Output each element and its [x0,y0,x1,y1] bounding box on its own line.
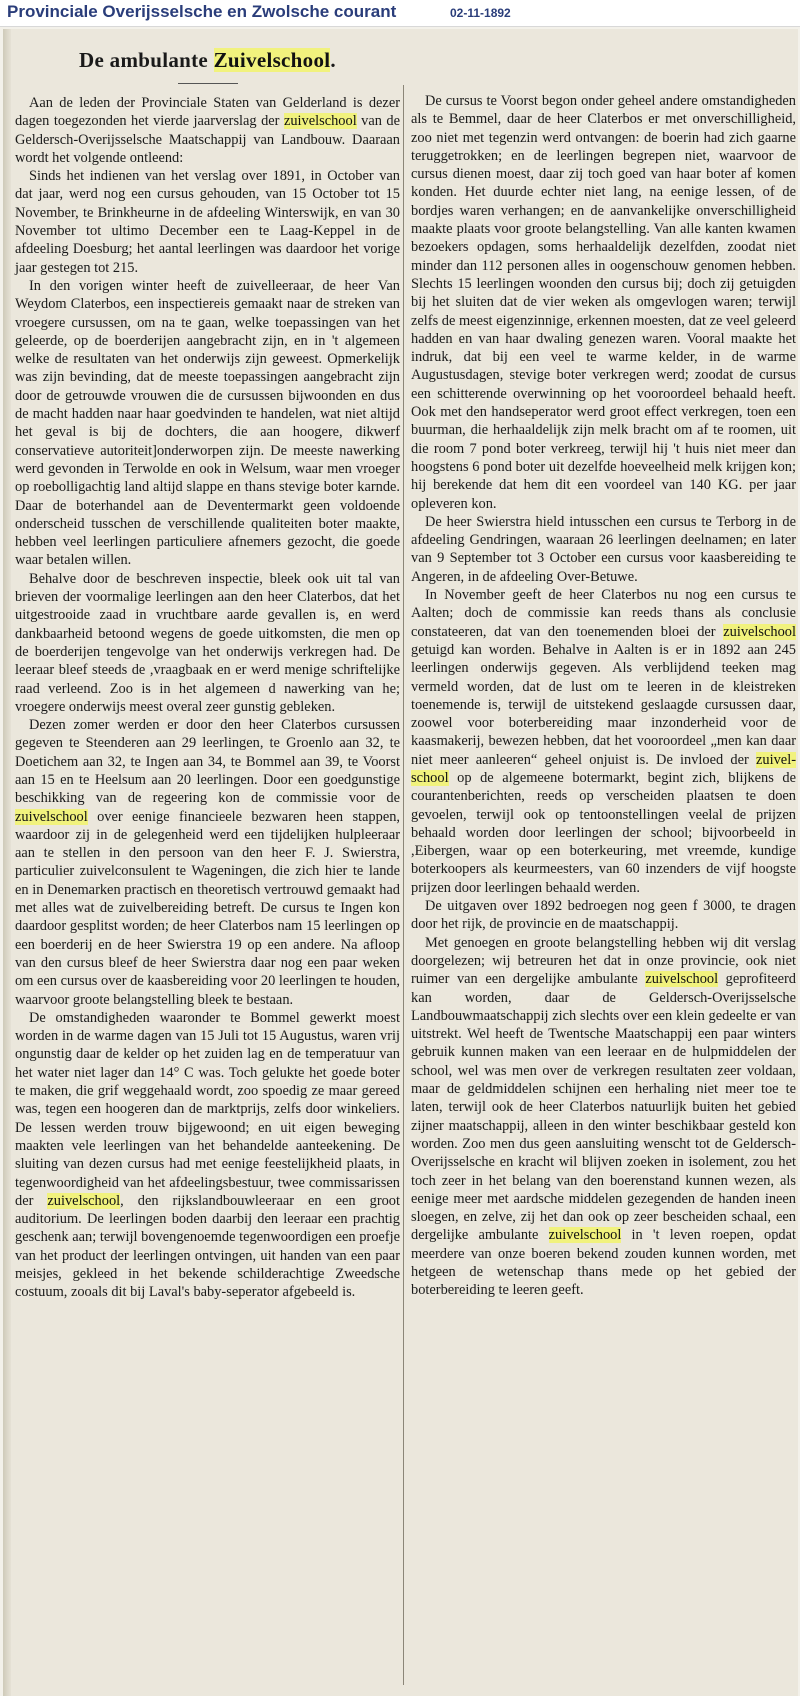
paragraph-text: geprofiteerd kan worden, daar de Geldersch-Overijsselsche Landbouwmaatschappij zich slechts over een klein gedeelte er van uitstrekt. Wel heeft de Twentsche Maatschappij een paar winters gebruik kunnen maken van een leeraar en de hulpmiddelen der school, wel was men over de verkregen resultaten zeer voldaan, maar de geldmiddelen schijnen een herhaling niet meer toe te laten, terwijl ook de heer Claterbos natuurlijk buiten het gebied zijner maatschappij, alleen in den winter beschikbaar gesteld kon worden. Zoo men dus geen aansluiting wenscht tot de Geldersch-Overijsselsche en kracht wil blijven zoeken in isolement, zou het toch zeer in het belang van den boerenstand kunnen wezen, als eenige meer met aardsche middelen gezegenden de handen ineen sloegen, en zelve, zij het dan ook op zeer bescheiden schaal, een dergelijke ambulante [411,971,796,1244]
paragraph-text: over eenige financieele bezwaren heen stappen, waardoor zij in de gelegenheid werd een tijdelijken hulpleeraar aan te stellen in den persoon van den heer F. J. Swierstra, particulier zuivelconsulent te Wageningen, die zich hier te lande en in Denemarken practisch en theoretisch vertrouwd gemaakt had met alles wat de zuivelbereiding betreft. De cursus te Ingen kon daardoor gesplitst worden; de heer Claterbos nam 15 leerlingen op een boerderij en de heer Swierstra 19 op een andere. Na afloop van den cursus bleef de heer Swierstra daar nog een paar weken om een cursus over de kaasbereiding voor 20 leerlingen te houden, waarvoor groote belangstelling bleek te bestaan. [15,808,400,1008]
title-text: De ambulante [79,48,214,72]
highlight-zuivelschool: zuivelschool [723,623,796,640]
highlight-zuivelschool: zuivelschool [15,808,88,825]
title-highlight: Zuivelschool [213,48,331,72]
article-paragraph [15,570,400,716]
publication-date: 02-11-1892 [450,6,511,20]
article-paragraph [15,1009,400,1302]
highlight-zuivelschool: zuivelschool [47,1192,121,1209]
paragraph-text: Aan de leden der Provinciale Staten van Gelderland is dezer dagen toegezonden het vierde jaarverslag der [15,95,400,130]
article-paragraph [411,934,796,1300]
title-end: . [330,48,336,72]
right-column [411,92,796,1300]
article-paragraph [411,586,796,897]
paragraph-text: , den rijkslandbouwleeraar en een groot auditorium. De leerlingen boden daarbij den leeraar een prachtig geschenk aan; terwijl bovengenoemde tegenwoordigen een proefje van het product der leerlingen ontvingen, uit handen van een paar meisjes, gekleed in het bekende schilderachtige Zweedsche costuum, zooals dit bij Laval's baby-seperator afgebeeld is. [15,1192,400,1301]
paragraph-text: Behalve door de beschreven inspectie, bleek ook uit tal van brieven der voormalige leerlingen aan den heer Claterbos, dat het uitgestrooide zaad in vruchtbare aarde gevallen is, en werd dankbaarheid betoond wegens de goede uitkomsten, die men op de boerderijen tengevolge van het onderwijs verkregen had. De leeraar bleef steeds de ,vraagbaak en er werd menige schriftelijke raad verleend. Zoo is in het algemeen d nawerking van he; vroegere onderwijs meest overal zeer gunstig gebleken. [15,570,400,715]
title-rule [178,83,238,84]
article-paragraph [15,167,400,277]
newspaper-title: Provinciale Overijsselsche en Zwolsche courant [7,2,397,21]
paragraph-text: Dezen zomer werden er door den heer Claterbos cursussen gegeven te Steenderen aan 29 leerlingen, te Groenlo aan 32, te Doetichem aan 32, te Ingen aan 34, te Bommel aan 39, te Voorst aan 15 en te Heelsum aan 20 leerlingen. Door een goedgunstige beschikking van de regeering kon de commissie voor de [15,717,400,807]
left-paragraphs [15,94,400,1302]
paragraph-text: In November geeft de heer Claterbos nu nog een cursus te Aalten; doch de commissie kan reeds thans als conclusie constateeren, dat van den toenemenden bloei der [411,587,796,640]
highlight-zuivelschool: zuivelschool [411,751,796,786]
paragraph-text: De heer Swierstra hield intusschen een cursus te Terborg in de afdeeling Gendringen, waaraan 26 leerlingen deelnamen; en later van 9 September tot 3 October een cursus voor kaasbereiding te Angeren, in de afdeeling Over-Betuwe. [411,513,796,585]
paragraph-text: De omstandigheden waaronder te Bommel gewerkt moest worden in de warme dagen van 15 Juli tot 15 Augustus, waren vrij ongunstig daar de kelder op het zuiden lag en de temperatuur van het water niet lager dan 14° C was. Toch gelukte het goede boter te maken, die grif weggehaald wordt, zoo spoedig ze maar gereed was, tegen een hoogeren dan de marktprijs, zelfs door winkeliers. De lessen werden trouw bijgewoond; en uit eigen beweging maakten vele leerlingen van het behandelde aanteekening. De sluiting van dezen cursus had met eenige feestelijkheid plaats, in tegenwoordigheid van het afdeelingsbestuur, twee commissarissen der [15,1009,400,1209]
newspaper-clipping [3,29,798,1696]
left-column [15,29,400,1302]
paragraph-text: getuigd kan worden. Behalve in Aalten is er in 1892 aan 245 leerlingen onderwijs gegeven. Als verblijdend teeken mag vermeld worden, dat de lust om te leeren in de kleistreken toenemende is, terwijl de uitstekend geslaagde cursussen daar, zoowel voor boterbereiding maar inzonderheid voor de kaasmakerij, bewezen hebben, dat het vooroordeel „men kan daar niet meer aanleeren“ geheel onjuist is. De invloed der [411,641,796,768]
paragraph-text: van de Geldersch-Overijsselsche Maatschappij van Landbouw. Daaraan wordt het volgende ontleend: [15,113,400,166]
article-title [15,29,400,83]
paragraph-text: Met genoegen en groote belangstelling hebben wij dit verslag doorgelezen; wij betreuren het dat in onze provincie, ook niet ruimer van een dergelijke ambulante [411,934,796,988]
paragraph-text: Sinds het indienen van het verslag over 1891, in October van dat jaar, werd nog een cursus gehouden, van 15 October tot 15 November, te Brinkheurne in de afdeeling Winterswijk, en van 30 November tot ultimo December een te Laag-Keppel in de afdeeling Doesburg; het aantal leerlingen was daardoor het vorige jaar gestegen tot 215. [15,168,400,276]
article-paragraph [411,513,796,586]
page-header [0,0,800,27]
article-paragraph [411,92,796,513]
page-edge [3,29,11,1696]
highlight-zuivelschool: zuivelschool [645,971,719,988]
highlight-zuivelschool: zuivelschool [548,1227,622,1244]
article-paragraph [15,94,400,167]
paragraph-text: De cursus te Voorst begon onder geheel andere omstandigheden als te Bemmel, daar de heer Claterbos er met onverschilligheid, zoo niet met tegenzin werd ontvangen: de boerin had zich gaarne teruggetrokken; en de leerlingen begrepen niet, waarvoor de cursus dienen moest, daar zij toch goed van haar boter af komen konden. Het duurde echter niet lang, na eenige lessen, of de bordjes waren verhangen; en de aanvankelijke onverschilligheid maakte plaats voor groote belangstelling. Van alle kanten kwamen bezoekers opdagen, soms herhaaldelijk dezelfden, zoodat niet minder dan 112 personen alles in oogenschouw genomen hebben. Slechts 15 leerlingen woonden den cursus bij; doch zij getuigden bij het sluiten dat de vier weken als omgevlogen waren; terwijl zelfs de meest eigenzinnige, erkennen moesten, dat ze veel geleerd hadden en van haar dwaling genezen waren. Vooral maakte het indruk, dat bij een veel te warme kelder, in de warme Augustusdagen, stevige boter verkregen werd; zoodat de cursus een schitterende overwinning op het vooroordeel behaald heeft. Ook met den handseperator werd groot effect verkregen, toen een buurman, die herhaaldelijk zijn melk bracht om af te roomen, uit die room 7 pond boter verkreeg, terwijl hij 't huis niet meer dan hoogstens 6 pond boter uit dezelfde hoeveelheid melk krijgen kon; hij berekende dat hem dit een voordeel van 140 KG. per jaar opleveren kon. [411,93,796,512]
paragraph-text: in 't leven roepen, opdat meerdere van onze boeren bekend zouden kunnen worden, met hetgeen de wetenschap thans mede op het gebied der boterbereiding te leeren geeft. [411,1227,796,1299]
paragraph-text: In den vorigen winter heeft de zuivelleeraar, de heer Van Weydom Claterbos, een inspectiereis gemaakt naar de streken van vroegere cursussen, om na te gaan, welke toepassingen van het geleerde, op de boerderijen aangebracht zijn, en in 't algemeen welke de resultaten van het onderwijs zijn geweest. Opmerkelijk was zijn bevinding, dat de meeste toepassingen aangebracht zijn door de getrouwde vrouwen die de cursussen bijwoonden en dus de macht hadden naar haar goedvinden te handelen, wat niet altijd het geval is bij de dochters, die aan hoogere, dikwerf conservatieve autoriteit]onderworpen zijn. De meeste nawerking werd gevonden in Terwolde en ook in Welsum, waar men vroeger op roebolligachtig land altijd slappe en thans stevige boter karnde. Daar de boterhandel aan de Deventermarkt geen voldoende onderscheid tusschen de verschillende qualiteiten boter maakte, hebben veel leerlingen particuliere afnemers gezocht, die goede waar betalen willen. [15,277,400,569]
article-paragraph [15,277,400,570]
paragraph-text: De uitgaven over 1892 bedroegen nog geen f 3000, te dragen door het rijk, de provincie en de maatschappij. [411,898,796,933]
highlight-zuivelschool: zuivelschool [283,113,357,130]
paragraph-text: op de algemeene botermarkt, begint zich, blijkens de courantenberichten, reeds op verscheiden plaatsen te doen gevoelen, terwijl ook op tentoonstellingen veelal de prijzen behaald worden door leerlingen der school; bijvoorbeeld in ,Eibergen, waar op een boterkeuring, met vreemde, kundige boterkoopers als keurmeesters, van 60 inzenders de vijf hoogste prijzen door leerlingen behaald werden. [411,769,796,896]
right-paragraphs [411,92,796,1300]
article-paragraph [15,716,400,1009]
column-divider [403,85,404,1685]
article-paragraph [411,897,796,934]
